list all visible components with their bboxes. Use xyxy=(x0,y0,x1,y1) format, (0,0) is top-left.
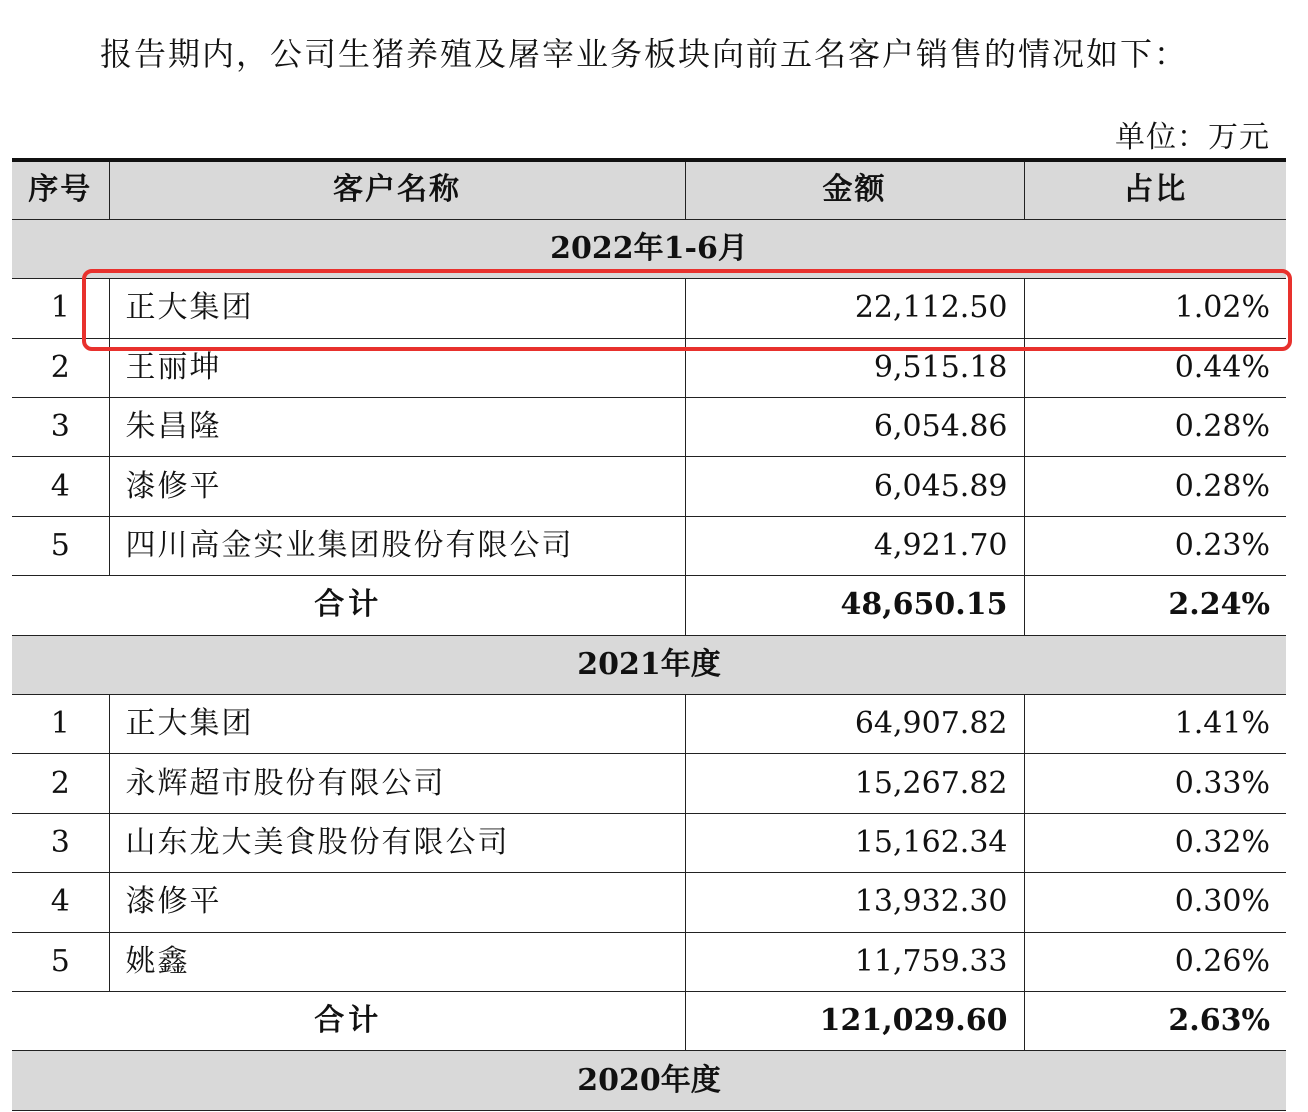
table-row xyxy=(12,398,1286,457)
row-ratio: 1.02% xyxy=(1024,279,1286,338)
row-index: 3 xyxy=(12,813,109,872)
row-amount: 9,515.18 xyxy=(685,338,1024,397)
row-amount: 6,054.86 xyxy=(685,398,1024,457)
table-row xyxy=(12,932,1286,991)
row-index: 1 xyxy=(12,695,109,754)
header-amount: 金额 xyxy=(685,160,1024,219)
table-row xyxy=(12,279,1286,338)
table-row xyxy=(12,754,1286,813)
row-ratio: 0.30% xyxy=(1024,873,1286,932)
section-row-2022h1 xyxy=(12,219,1286,278)
row-amount: 15,267.82 xyxy=(685,754,1024,813)
table-row xyxy=(12,813,1286,872)
total-row xyxy=(12,991,1286,1050)
total-row xyxy=(12,576,1286,635)
row-customer: 朱昌隆 xyxy=(109,398,685,457)
row-amount: 6,045.89 xyxy=(685,457,1024,516)
row-amount: 22,112.50 xyxy=(685,279,1024,338)
row-amount: 4,921.70 xyxy=(685,516,1024,575)
header-customer: 客户名称 xyxy=(109,160,685,219)
row-index: 3 xyxy=(12,398,109,457)
row-ratio: 0.44% xyxy=(1024,338,1286,397)
section-title: 2021年度 xyxy=(12,635,1286,694)
row-ratio: 0.28% xyxy=(1024,398,1286,457)
row-customer: 山东龙大美食股份有限公司 xyxy=(109,813,685,872)
header-row xyxy=(12,160,1286,219)
header-index: 序号 xyxy=(12,160,109,219)
row-customer: 永辉超市股份有限公司 xyxy=(109,754,685,813)
row-customer: 漆修平 xyxy=(109,873,685,932)
section-row-2020 xyxy=(12,1051,1286,1110)
section-title: 2020年度 xyxy=(12,1051,1286,1110)
total-amount: 48,650.15 xyxy=(685,576,1024,635)
row-amount: 15,162.34 xyxy=(685,813,1024,872)
row-customer: 四川高金实业集团股份有限公司 xyxy=(109,516,685,575)
section-title: 2022年1-6月 xyxy=(12,219,1286,278)
table-row xyxy=(12,695,1286,754)
row-index: 2 xyxy=(12,338,109,397)
table-row xyxy=(12,457,1286,516)
row-customer: 正大集团 xyxy=(109,279,685,338)
table-row xyxy=(12,516,1286,575)
row-index: 5 xyxy=(12,932,109,991)
section-row-2021 xyxy=(12,635,1286,694)
row-customer: 王丽坤 xyxy=(109,338,685,397)
table-row xyxy=(12,873,1286,932)
row-index: 5 xyxy=(12,516,109,575)
row-ratio: 0.28% xyxy=(1024,457,1286,516)
row-ratio: 0.33% xyxy=(1024,754,1286,813)
intro-paragraph: 报告期内，公司生猪养殖及屠宰业务板块向前五名客户销售的情况如下： xyxy=(100,35,1189,73)
table-row xyxy=(12,338,1286,397)
row-customer: 姚鑫 xyxy=(109,932,685,991)
total-label: 合计 xyxy=(12,991,685,1050)
row-amount: 13,932.30 xyxy=(685,873,1024,932)
total-amount: 121,029.60 xyxy=(685,991,1024,1050)
row-index: 1 xyxy=(12,279,109,338)
row-ratio: 0.23% xyxy=(1024,516,1286,575)
top-customers-table xyxy=(12,158,1286,1111)
row-ratio: 0.26% xyxy=(1024,932,1286,991)
row-ratio: 1.41% xyxy=(1024,695,1286,754)
row-amount: 11,759.33 xyxy=(685,932,1024,991)
unit-label: 单位：万元 xyxy=(1115,120,1270,155)
row-index: 4 xyxy=(12,873,109,932)
total-ratio: 2.63% xyxy=(1024,991,1286,1050)
total-ratio: 2.24% xyxy=(1024,576,1286,635)
row-index: 4 xyxy=(12,457,109,516)
row-amount: 64,907.82 xyxy=(685,695,1024,754)
row-customer: 漆修平 xyxy=(109,457,685,516)
row-index: 2 xyxy=(12,754,109,813)
row-ratio: 0.32% xyxy=(1024,813,1286,872)
row-customer: 正大集团 xyxy=(109,695,685,754)
header-ratio: 占比 xyxy=(1024,160,1286,219)
top-customers-table-container xyxy=(12,158,1286,1111)
total-label: 合计 xyxy=(12,576,685,635)
